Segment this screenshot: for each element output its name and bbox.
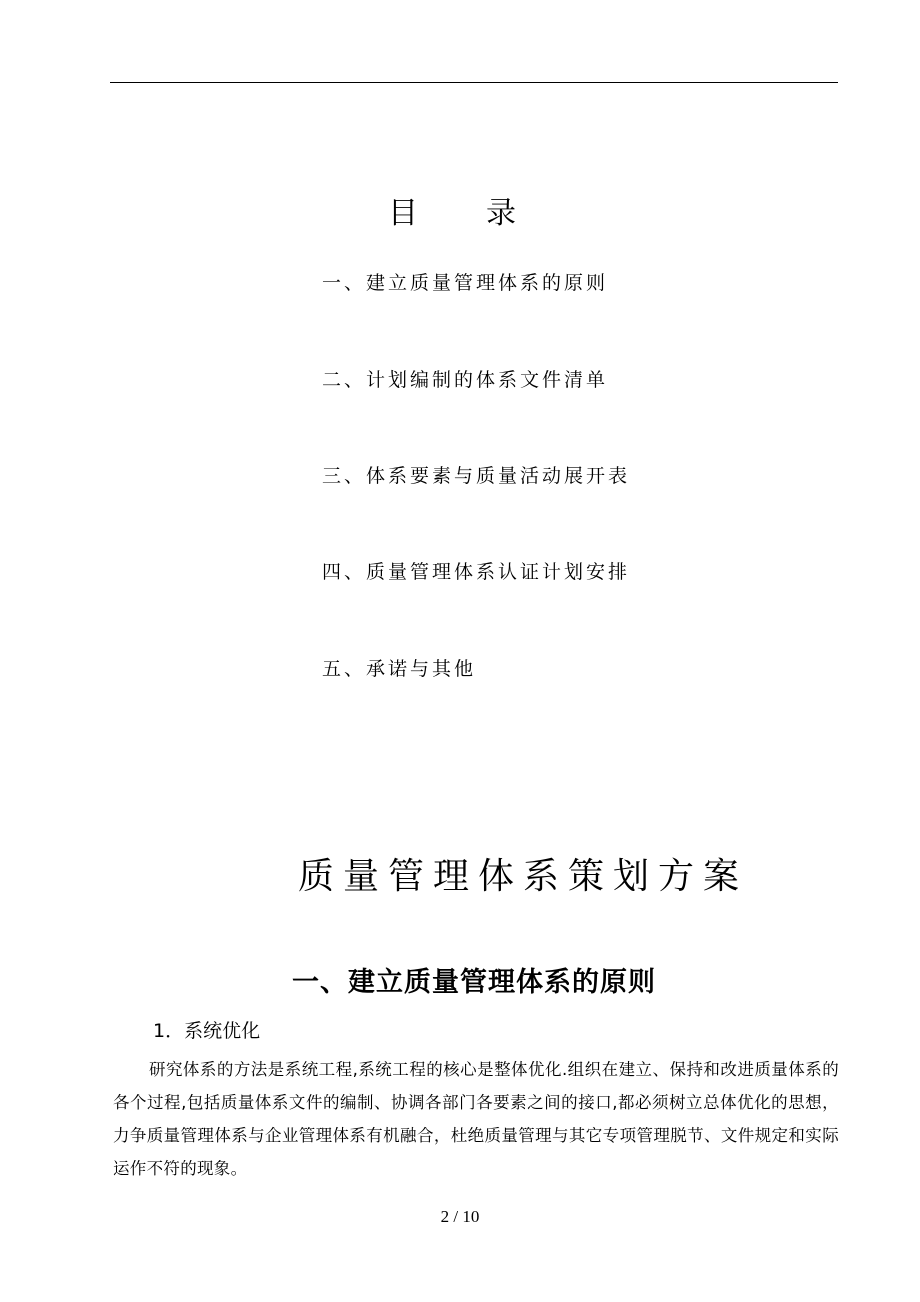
page-number: 2 / 10: [440, 1207, 480, 1226]
section-heading: 一、建立质量管理体系的原则: [292, 967, 656, 998]
document-title: 质量管理体系策划方案: [298, 856, 749, 897]
toc-title: [0, 188, 904, 232]
toc-item-1[interactable]: 一、建立质量管理体系的原则: [322, 272, 609, 294]
toc-item-2[interactable]: 二、计划编制的体系文件清单: [322, 369, 609, 391]
toc-item-4[interactable]: 四、质量管理体系认证计划安排: [322, 561, 631, 583]
toc-item-5[interactable]: 五、承诺与其他: [322, 658, 477, 680]
toc-title-right: 录: [486, 196, 516, 231]
body-paragraph: 研究体系的方法是系统工程,系统工程的核心是整体优化.组织在建立、保持和改进质量体系的各个过程,包括质量体系文件的编制、协调各部门各要素之间的接口,都必须树立总体优化的思想，力争质量管理体系与企业管理体系有机融合，杜绝质量管理与其它专项管理脱节、文件规定和实际运作不符的现象。: [113, 1060, 839, 1178]
toc-title-left: 目: [388, 196, 418, 231]
header-rule: [110, 82, 838, 83]
toc-item-3[interactable]: 三、体系要素与质量活动展开表: [322, 465, 631, 487]
subheading: 1．系统优化: [153, 1020, 261, 1042]
